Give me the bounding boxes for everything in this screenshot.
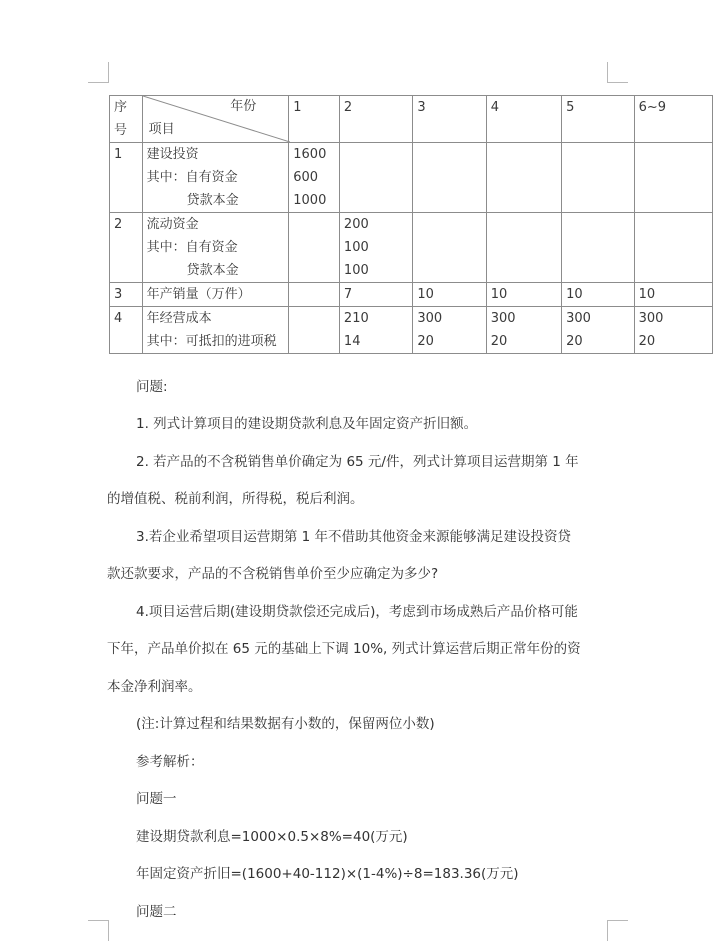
value-cell bbox=[634, 307, 712, 354]
table-body bbox=[110, 143, 713, 354]
value-cell bbox=[413, 307, 486, 354]
value-cell bbox=[289, 283, 340, 307]
table-header-row bbox=[110, 96, 713, 143]
question-4-line-2: 下年，产品单价拟在 65 元的基础上下调 10%, 列式计算运营后期正常年份的资 bbox=[107, 641, 581, 657]
item-label: 贷款本金 bbox=[186, 193, 239, 208]
value: 20 bbox=[417, 334, 434, 349]
value-cell bbox=[486, 143, 561, 213]
header-item-label: 项目 bbox=[148, 122, 175, 137]
value: 20 bbox=[566, 334, 583, 349]
answer-1-heading: 问题一 bbox=[136, 791, 177, 807]
value: 1000 bbox=[293, 193, 327, 208]
row-number-cell: 2 bbox=[110, 213, 143, 283]
value: 14 bbox=[343, 334, 361, 349]
table-row bbox=[110, 213, 713, 283]
investment-table bbox=[109, 95, 713, 354]
crop-mark-top-right bbox=[607, 62, 628, 83]
answer-1-line-1: 建设期贷款利息=1000×0.5×8%=40(万元) bbox=[136, 829, 408, 845]
question-4-line-1: 4.项目运营后期(建设期贷款偿还完成后)，考虑到市场成熟后产品价格可能 bbox=[136, 604, 578, 620]
value-cell bbox=[562, 283, 634, 307]
value: 7 bbox=[343, 287, 353, 302]
table-row bbox=[110, 283, 713, 307]
question-4-line-3: 本金净利润率。 bbox=[107, 679, 202, 695]
crop-mark-bottom-right bbox=[607, 920, 628, 941]
value: 300 bbox=[417, 311, 443, 326]
row-number-cell: 3 bbox=[110, 283, 143, 307]
value: 1600 bbox=[293, 147, 327, 162]
header-seq-cell bbox=[110, 96, 143, 143]
value: 300 bbox=[566, 311, 591, 326]
row-number-cell: 1 bbox=[110, 143, 143, 213]
question-2-line-2: 的增值税、税前利润，所得税，税后利润。 bbox=[107, 491, 364, 507]
value: 20 bbox=[490, 334, 508, 349]
value-cell bbox=[413, 213, 486, 283]
value: 300 bbox=[490, 311, 516, 326]
crop-mark-top-left bbox=[88, 62, 109, 83]
row-item-cell bbox=[142, 143, 289, 213]
value-cell bbox=[289, 143, 340, 213]
question-3-line-2: 款还款要求，产品的不含税销售单价至少应确定为多少? bbox=[107, 566, 439, 582]
value-cell bbox=[486, 213, 561, 283]
answer-2-heading: 问题二 bbox=[136, 904, 177, 920]
value: 100 bbox=[343, 263, 369, 278]
value: 210 bbox=[343, 311, 369, 326]
value-cell bbox=[634, 213, 712, 283]
value: 10 bbox=[566, 287, 583, 302]
item-label: 其中：自有资金 bbox=[146, 170, 238, 185]
value: 100 bbox=[343, 240, 369, 255]
header-seq-line-2: 号 bbox=[114, 123, 128, 138]
crop-mark-bottom-left bbox=[88, 920, 109, 941]
value: 10 bbox=[638, 287, 656, 302]
row-item-cell bbox=[142, 307, 289, 354]
value-cell bbox=[486, 283, 561, 307]
header-year-4: 4 bbox=[486, 96, 561, 143]
value-cell bbox=[289, 307, 340, 354]
table-row bbox=[110, 307, 713, 354]
header-year-3: 3 bbox=[413, 96, 486, 143]
value-cell bbox=[634, 143, 712, 213]
item-label: 贷款本金 bbox=[186, 263, 239, 278]
questions-heading: 问题: bbox=[136, 379, 168, 395]
value: 10 bbox=[417, 287, 434, 302]
header-seq-line-1: 序 bbox=[114, 100, 128, 115]
value: 200 bbox=[343, 217, 369, 232]
value-cell bbox=[413, 143, 486, 213]
value: 600 bbox=[293, 170, 319, 185]
row-item-cell bbox=[142, 283, 289, 307]
value-cell bbox=[339, 307, 412, 354]
value-cell bbox=[634, 283, 712, 307]
header-year-2: 2 bbox=[339, 96, 412, 143]
header-year-6-9: 6~9 bbox=[634, 96, 712, 143]
note-line: (注:计算过程和结果数据有小数的，保留两位小数) bbox=[136, 716, 435, 732]
value: 300 bbox=[638, 311, 664, 326]
header-year-5: 5 bbox=[562, 96, 634, 143]
value-cell bbox=[413, 283, 486, 307]
answer-1-line-2: 年固定资产折旧=(1600+40-112)×(1-4%)÷8=183.36(万元) bbox=[136, 866, 519, 882]
reference-heading: 参考解析： bbox=[136, 754, 204, 770]
item-label: 年产销量（万件） bbox=[146, 287, 251, 302]
table-row bbox=[110, 143, 713, 213]
question-2-line-1: 2. 若产品的不含税销售单价确定为 65 元/件，列式计算项目运营期第 1 年 bbox=[136, 454, 579, 470]
header-year-label: 年份 bbox=[230, 99, 257, 114]
value-cell bbox=[339, 283, 412, 307]
item-label: 流动资金 bbox=[146, 217, 199, 232]
value: 20 bbox=[638, 334, 656, 349]
question-1: 1. 列式计算项目的建设期贷款利息及年固定资产折旧额。 bbox=[136, 416, 478, 432]
item-label: 其中：自有资金 bbox=[146, 240, 238, 255]
value-cell bbox=[562, 143, 634, 213]
value-cell bbox=[289, 213, 340, 283]
value-cell bbox=[486, 307, 561, 354]
item-label: 其中：可抵扣的进项税 bbox=[146, 334, 277, 349]
item-label: 年经营成本 bbox=[146, 311, 212, 326]
header-year-1: 1 bbox=[289, 96, 340, 143]
value-cell bbox=[339, 143, 412, 213]
value: 10 bbox=[490, 287, 508, 302]
row-item-cell bbox=[142, 213, 289, 283]
question-3-line-1: 3.若企业希望项目运营期第 1 年不借助其他资金来源能够满足建设投资贷 bbox=[136, 529, 572, 545]
row-number-cell: 4 bbox=[110, 307, 143, 354]
value-cell bbox=[562, 307, 634, 354]
value-cell bbox=[562, 213, 634, 283]
item-label: 建设投资 bbox=[146, 147, 199, 162]
value-cell bbox=[339, 213, 412, 283]
header-diagonal-cell bbox=[142, 96, 289, 143]
